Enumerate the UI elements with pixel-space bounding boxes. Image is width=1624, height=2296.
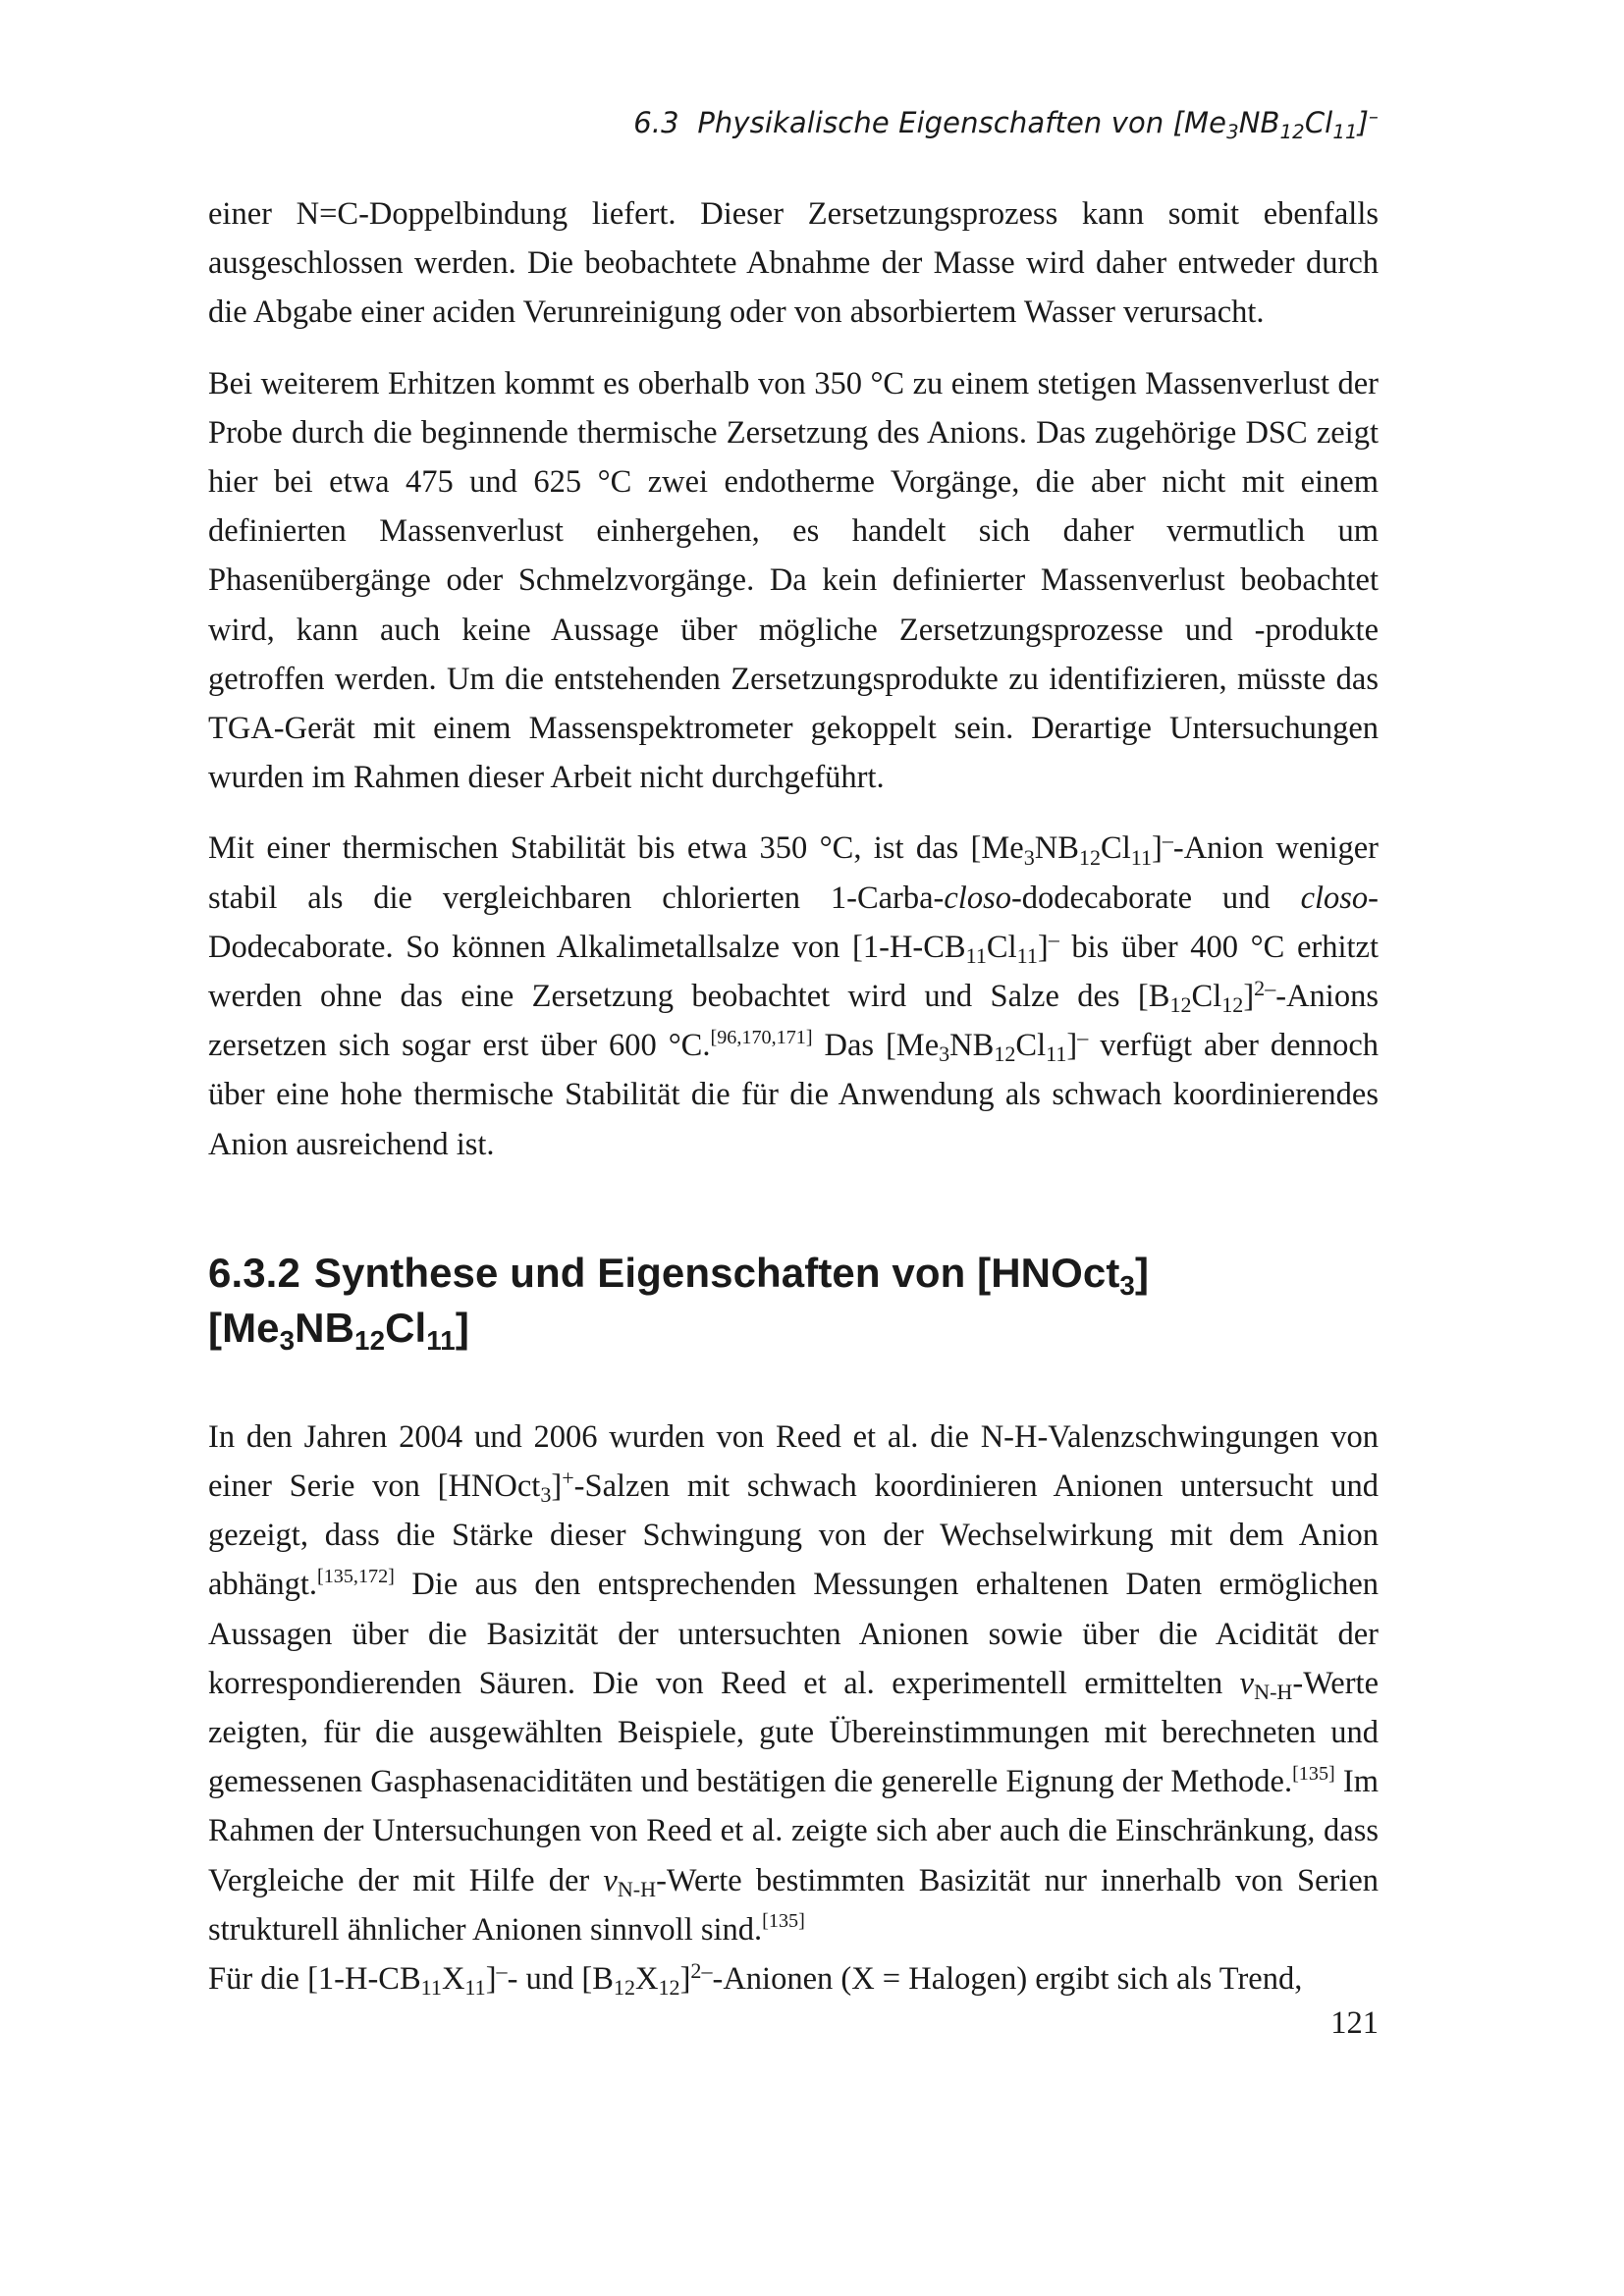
section-number: 6.3.2: [208, 1249, 300, 1296]
paragraph-2: Bei weiterem Erhitzen kommt es oberhalb von 350 °C zu einem stetigen Massenverlust der Probe durch die beginnende thermische Zersetzung des Anions. Das zugehörige DSC zeigt hier bei etwa 475 und 625 °C zwei endotherme Vorgänge, die aber nicht mit einem definierten Massenverlust einhergehen, es handelt sich daher vermutlich um Phasenübergänge oder Schmelzvorgänge. Da kein definierter Massenverlust beobachtet wird, kann auch keine Aussage über mögliche Zersetzungsprozesse und -produkte getroffen werden. Um die entstehenden Zersetzungsprodukte zu identifizieren, müsste das TGA-Gerät mit einem Massenspektrometer gekoppelt sein. Derartige Untersuchungen wurden im Rahmen dieser Arbeit nicht durchgeführt.: [208, 365, 1379, 796]
paragraph-4: In den Jahren 2004 und 2006 wurden von Reed et al. die N-H-Valenzschwingungen von einer Serie von [HNOct$_3$]+-Salzen mit schwach koordinieren Anionen untersucht und gezeigt, dass die Stärke dieser Schwingung von der Wechselwirkung mit dem Anion abhängt.[135,172] Die aus den entsprechenden Messungen erhaltenen Daten ermöglichen Aussagen über die Basizität der untersuchten Anionen sowie über die Acidität der korrespondierenden Säuren. Die von Reed et al. experimentell ermittelten $\nu_{N-H}$-Werte zeigten, für die ausgewählten Beispiele, gute Übereinstimmungen mit berechneten und gemessenen Gasphasenaciditäten und bestätigen die generelle Eignung der Methode.[135] Im Rahmen der Untersuchungen von Reed et al. zeigte sich aber auch die Einschränkung, dass Vergleiche der mit Hilfe der $\nu_{N-H}$-Werte bestimmten Basizität nur innerhalb von Serien strukturell ähnlicher Anionen sinnvoll sind.[135]: [208, 1418, 1379, 1948]
paragraph-5: Für die $[1-H-CB_{11}X_{11}]^--$ und $[B_{12}X_{12}]^{2-}$-Anionen (X = Halogen) ergibt sich als Trend,: [208, 1958, 1303, 2001]
citation: [135]: [1292, 1762, 1335, 1785]
running-header: [633, 105, 1379, 143]
section-title: Synthese und Eigenschaften von $[HNOct_3][Me_3NB_{12}Cl_{11}]$: [208, 1249, 1150, 1357]
main-text: [208, 189, 1379, 2003]
section-heading: [208, 1246, 1379, 1356]
header-section-number: 6.3: [633, 106, 679, 139]
page-number: 121: [1330, 2005, 1379, 2041]
paragraph-3: Mit einer thermischen Stabilität bis etwa 350 °C, ist das $[Me_3NB_{12}Cl_{11}]^-$-Anion weniger stabil als die vergleichbaren chlorierten 1-Carba-closo-dodecaborate und closo-Dodecaborate. So können Alkalimetallsalze von $[1-H-CB_{11}Cl_{11}]^-$ bis über 400 °C erhitzt werden ohne das eine Zersetzung beobachtet wird und Salze des $[B_{12}Cl_{12}]^{2-}$-Anions zersetzen sich sogar erst über 600 °C.[96,170,171] Das $[Me_3NB_{12}Cl_{11}]^-$ verfügt aber dennoch über eine hohe thermische Stabilität die für die Anwendung als schwach koordinierendes Anion ausreichend ist.: [208, 828, 1379, 1162]
citation: [135,172]: [317, 1565, 395, 1587]
citation: [135]: [762, 1910, 805, 1933]
citation: [96,170,171]: [710, 1026, 813, 1048]
header-title: Physikalische Eigenschaften von $[Me_3NB_{12}Cl_{11}]^-$: [697, 105, 1379, 143]
paragraph-1: einer N=C-Doppelbindung liefert. Dieser Zersetzungsprozess kann somit ebenfalls ausgeschlossen werden. Die beobachtete Abnahme der Masse wird daher entweder durch die Abgabe einer aciden Verunreinigung oder von absorbiertem Wasser verursacht.: [208, 196, 1379, 331]
